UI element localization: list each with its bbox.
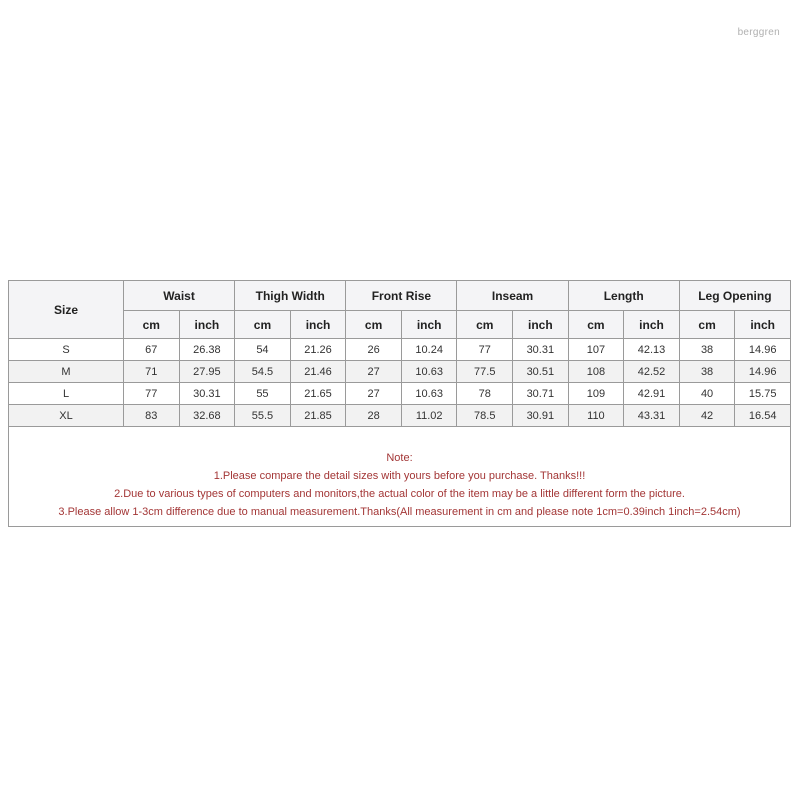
table-row	[9, 405, 791, 427]
table-cell: 108	[568, 361, 624, 383]
table-cell: 10.24	[401, 339, 457, 361]
unit-cm-header: cm	[679, 311, 735, 339]
table-cell: 32.68	[179, 405, 235, 427]
table-cell: 21.46	[290, 361, 346, 383]
table-cell: 77	[457, 339, 513, 361]
table-cell: 30.71	[513, 383, 569, 405]
table-cell: 14.96	[735, 361, 791, 383]
watermark: berggren	[737, 27, 780, 38]
table-cell: 42	[679, 405, 735, 427]
table-row	[9, 383, 791, 405]
unit-cm-header: cm	[568, 311, 624, 339]
unit-cm-header: cm	[124, 311, 180, 339]
leg-opening-header: Leg Opening	[679, 281, 790, 311]
size-chart	[8, 280, 792, 527]
table-cell: 107	[568, 339, 624, 361]
table-cell: 77	[124, 383, 180, 405]
note-line: 2.Due to various types of computers and monitors,the actual color of the item may be a little different form the picture.	[114, 488, 685, 500]
size-column-header: Size	[9, 281, 124, 339]
table-row	[9, 361, 791, 383]
table-cell: 10.63	[401, 383, 457, 405]
front-rise-header: Front Rise	[346, 281, 457, 311]
unit-cm-header: cm	[346, 311, 402, 339]
note-line: 3.Please allow 1-3cm difference due to manual measurement.Thanks(All measurement in cm and please note 1cm=0.39inch 1inch=2.54cm)	[58, 506, 741, 518]
table-cell: 83	[124, 405, 180, 427]
table-cell: 78	[457, 383, 513, 405]
table-cell: 27	[346, 383, 402, 405]
header-group-row	[9, 281, 791, 311]
waist-header: Waist	[124, 281, 235, 311]
table-cell: 42.91	[624, 383, 680, 405]
table-cell: 26.38	[179, 339, 235, 361]
table-cell: 77.5	[457, 361, 513, 383]
table-cell: 110	[568, 405, 624, 427]
table-cell: 30.31	[513, 339, 569, 361]
size-table	[8, 280, 791, 427]
unit-cm-header: cm	[457, 311, 513, 339]
table-cell: 15.75	[735, 383, 791, 405]
table-cell: 30.91	[513, 405, 569, 427]
table-cell: 78.5	[457, 405, 513, 427]
unit-inch-header: inch	[513, 311, 569, 339]
thigh-width-header: Thigh Width	[235, 281, 346, 311]
note-heading: Note:	[386, 452, 413, 464]
notes-section	[8, 427, 791, 527]
unit-inch-header: inch	[290, 311, 346, 339]
note-line: 1.Please compare the detail sizes with yours before you purchase. Thanks!!!	[213, 470, 586, 482]
table-cell: 40	[679, 383, 735, 405]
table-cell: 55.5	[235, 405, 291, 427]
table-cell: 71	[124, 361, 180, 383]
size-label: XL	[9, 405, 124, 427]
table-cell: 67	[124, 339, 180, 361]
table-cell: 54.5	[235, 361, 291, 383]
table-cell: 10.63	[401, 361, 457, 383]
unit-inch-header: inch	[735, 311, 791, 339]
table-cell: 21.65	[290, 383, 346, 405]
table-row	[9, 339, 791, 361]
table-cell: 42.52	[624, 361, 680, 383]
table-cell: 109	[568, 383, 624, 405]
table-cell: 43.31	[624, 405, 680, 427]
table-cell: 42.13	[624, 339, 680, 361]
table-cell: 26	[346, 339, 402, 361]
length-header: Length	[568, 281, 679, 311]
table-cell: 54	[235, 339, 291, 361]
table-cell: 38	[679, 339, 735, 361]
size-label: S	[9, 339, 124, 361]
table-cell: 21.26	[290, 339, 346, 361]
size-label: M	[9, 361, 124, 383]
table-cell: 16.54	[735, 405, 791, 427]
unit-inch-header: inch	[401, 311, 457, 339]
header-unit-row	[9, 311, 791, 339]
table-cell: 38	[679, 361, 735, 383]
table-cell: 14.96	[735, 339, 791, 361]
size-label: L	[9, 383, 124, 405]
table-cell: 27	[346, 361, 402, 383]
table-cell: 27.95	[179, 361, 235, 383]
unit-inch-header: inch	[179, 311, 235, 339]
unit-cm-header: cm	[235, 311, 291, 339]
unit-inch-header: inch	[624, 311, 680, 339]
table-cell: 21.85	[290, 405, 346, 427]
inseam-header: Inseam	[457, 281, 568, 311]
table-cell: 55	[235, 383, 291, 405]
table-cell: 11.02	[401, 405, 457, 427]
table-cell: 28	[346, 405, 402, 427]
table-cell: 30.51	[513, 361, 569, 383]
table-cell: 30.31	[179, 383, 235, 405]
